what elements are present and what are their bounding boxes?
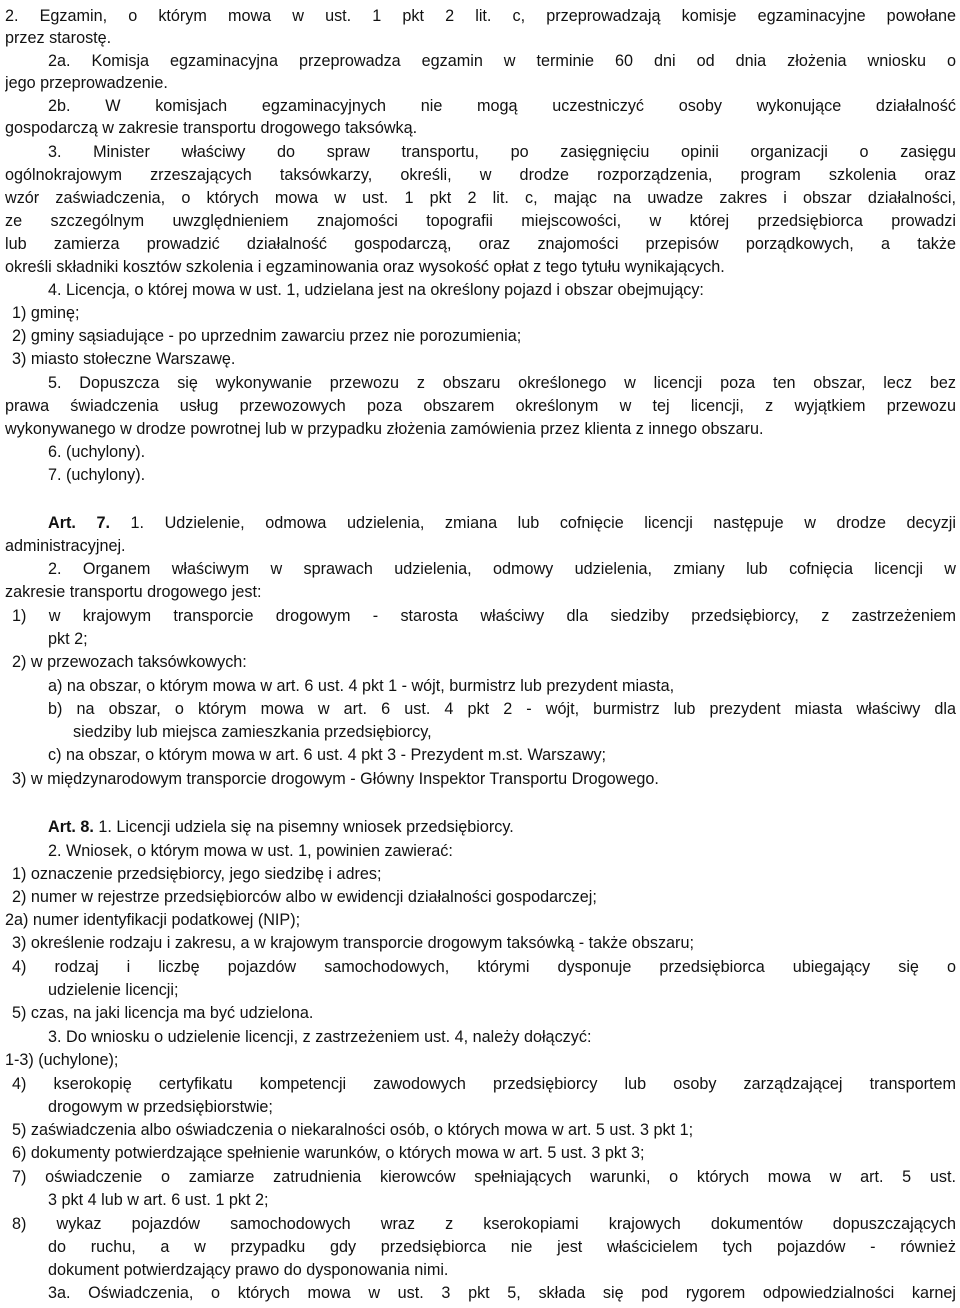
text-line: 1) oznaczenie przedsiębiorcy, jego siedzibę i adres; <box>12 865 382 883</box>
text-line: 4) kserokopię certyfikatu kompetencji zawodowych przedsiębiorcy lub osoby zarządzającej transportem <box>12 1075 956 1093</box>
article-number: Art. 7. <box>48 514 110 532</box>
text-line: b) na obszar, o którym mowa w art. 6 ust. 4 pkt 2 - wójt, burmistrz lub prezydent miasta właściwy dla <box>48 700 956 718</box>
text-line: udzielenie licencji; <box>48 981 179 999</box>
text-line: 4. Licencja, o której mowa w ust. 1, udzielana jest na określony pojazd i obszar obejmujący: <box>48 281 704 299</box>
text-line: 3. Do wniosku o udzielenie licencji, z zastrzeżeniem ust. 4, należy dołączyć: <box>48 1028 592 1046</box>
text-line: 2) gminy sąsiadujące - po uprzednim zawarciu przez nie porozumienia; <box>12 327 522 345</box>
text-line: wykonywanego w drodze powrotnej lub w przypadku złożenia zamówienia przez klienta z innego obszaru. <box>5 420 764 438</box>
text-line: 3) w międzynarodowym transporcie drogowym - Główny Inspektor Transportu Drogowego. <box>12 770 659 788</box>
text-line: jego przeprowadzenie. <box>5 74 168 92</box>
text-line: Art. 8. 1. Licencji udziela się na pisemny wniosek przedsiębiorcy. <box>48 818 514 836</box>
text-line: 6. (uchylony). <box>48 443 146 461</box>
text-line: 3 pkt 4 lub w art. 6 ust. 1 pkt 2; <box>48 1191 269 1209</box>
text-line: 7. (uchylony). <box>48 466 146 484</box>
text-line: 2a) numer identyfikacji podatkowej (NIP); <box>5 911 301 929</box>
text-line: 1-3) (uchylone); <box>5 1051 119 1069</box>
text-line: 7) oświadczenie o zamiarze zatrudnienia kierowców spełniających warunki, o których mowa w art. 5 ust. <box>12 1168 956 1186</box>
text-line: ze szczególnym uwzględnieniem znajomości topografii miejscowości, w której przedsiębiorca prowadzi <box>5 212 956 230</box>
text-line: 3. Minister właściwy do spraw transportu, po zasięgnięciu opinii organizacji o zasięgu <box>48 143 956 161</box>
text-line: 2) w przewozach taksówkowych: <box>12 653 247 671</box>
text-line: 2) numer w rejestrze przedsiębiorców albo w ewidencji działalności gospodarczej; <box>12 888 597 906</box>
text-line: przez starostę. <box>5 29 112 47</box>
text-line: 5) zaświadczenia albo oświadczenia o niekaralności osób, o których mowa w art. 5 ust. 3 pkt 1; <box>12 1121 694 1139</box>
text-line: 8) wykaz pojazdów samochodowych wraz z kserokopiami krajowych dokumentów dopuszczających <box>12 1215 956 1233</box>
text-line: 2a. Komisja egzaminacyjna przeprowadza egzamin w terminie 60 dni od dnia złożenia wniosku o <box>48 52 956 70</box>
text-line: gospodarczą w zakresie transportu drogowego taksówką. <box>5 119 418 137</box>
text-line: drogowym w przedsiębiorstwie; <box>48 1098 273 1116</box>
text-line: 1) w krajowym transporcie drogowym - starosta właściwy dla siedziby przedsiębiorcy, z zastrzeżeniem <box>12 607 956 625</box>
text-line: 5) czas, na jaki licencja ma być udzielona. <box>12 1004 314 1022</box>
text-line: 2. Egzamin, o którym mowa w ust. 1 pkt 2 lit. c, przeprowadzają komisje egzaminacyjne powołane <box>5 7 956 25</box>
article-number: Art. 8. <box>48 818 94 836</box>
text-line: 2b. W komisjach egzaminacyjnych nie mogą uczestniczyć osoby wykonujące działalność <box>48 97 956 115</box>
text-line: ogólnokrajowym zrzeszających taksówkarzy, określi, w drodze rozporządzenia, program szkolenia oraz <box>5 166 956 184</box>
text-line: Art. 7. 1. Udzielenie, odmowa udzielenia, zmiana lub cofnięcie licencji następuje w drodze decyzji <box>48 514 956 532</box>
text-line: dokument potwierdzający prawo do dysponowania nimi. <box>48 1261 449 1279</box>
text-line: prawa świadczenia usług przewozowych poza obszarem określonym w tej licencji, z wyjątkiem przewozu <box>5 397 956 415</box>
text-line: siedziby lub miejsca zamieszkania przedsiębiorcy, <box>73 723 432 741</box>
text-line: lub zamierza prowadzić działalność gospodarczą, oraz znajomości przepisów porządkowych, a także <box>5 235 956 253</box>
text-line: 3) miasto stołeczne Warszawę. <box>12 350 236 368</box>
text-line: określi składniki kosztów szkolenia i egzaminowania oraz wysokość opłat z tego tytułu wynikających. <box>5 258 725 276</box>
text-line: administracyjnej. <box>5 537 126 555</box>
text-line: 3a. Oświadczenia, o których mowa w ust. 3 pkt 5, składa się pod rygorem odpowiedzialności karnej <box>48 1284 956 1302</box>
text-line: 3) określenie rodzaju i zakresu, a w krajowym transporcie drogowym taksówką - także obszaru; <box>12 934 694 952</box>
text-line: a) na obszar, o którym mowa w art. 6 ust. 4 pkt 1 - wójt, burmistrz lub prezydent miasta, <box>48 677 675 695</box>
text-line: 2. Organem właściwym w sprawach udzielenia, odmowy udzielenia, zmiany lub cofnięcia licencji w <box>48 560 956 578</box>
text-line: 4) rodzaj i liczbę pojazdów samochodowych, którymi dysponuje przedsiębiorca ubiegający się o <box>12 958 956 976</box>
text-line: 5. Dopuszcza się wykonywanie przewozu z obszaru określonego w licencji poza ten obszar, lecz bez <box>48 374 956 392</box>
text-line: pkt 2; <box>48 630 88 648</box>
text-line: do ruchu, a w przypadku gdy przedsiębiorca nie jest właścicielem tych pojazdów - również <box>48 1238 956 1256</box>
text-line: 1) gminę; <box>12 304 80 322</box>
text-line: 6) dokumenty potwierdzające spełnienie warunków, o których mowa w art. 5 ust. 3 pkt 3; <box>12 1144 645 1162</box>
text-line: wzór zaświadczenia, o których mowa w ust. 1 pkt 2 lit. c, mając na uwadze zakres i obszar działalności, <box>5 189 956 207</box>
text-line: 2. Wniosek, o którym mowa w ust. 1, powinien zawierać: <box>48 842 453 860</box>
text-line: zakresie transportu drogowego jest: <box>5 583 262 601</box>
text-line: c) na obszar, o którym mowa w art. 6 ust. 4 pkt 3 - Prezydent m.st. Warszawy; <box>48 746 607 764</box>
